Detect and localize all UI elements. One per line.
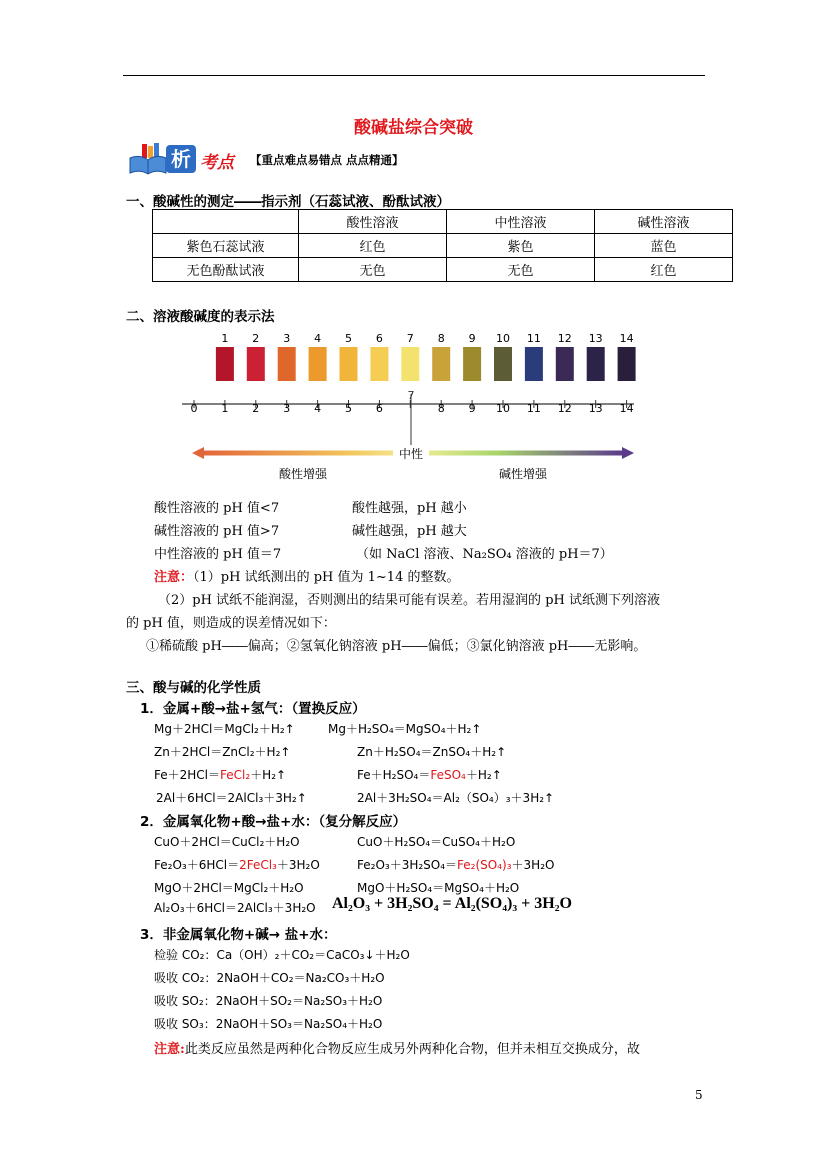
text-line: 中性溶液的 pH 值＝7	[154, 547, 282, 562]
note-text: 此类反应虽然是两种化合物反应生成另外两种化合物，但并未相互交换成分，故	[184, 1042, 640, 1057]
equation	[154, 766, 286, 783]
equation: CuO＋H₂SO₄＝CuSO₄＋H₂O	[357, 835, 516, 849]
ph-color-swatch	[618, 347, 636, 381]
ph-color-swatch	[432, 347, 450, 381]
ph-axis-number: 14	[619, 402, 634, 415]
subsection-heading: 2．金属氧化物+酸→盐+水：（复分解反应）	[140, 814, 407, 830]
ph-axis-number: 8	[437, 402, 445, 415]
subsection-heading: 1．金属+酸→盐+氢气：（置换反应）	[140, 701, 366, 717]
equation-highlight: FeSO₄	[430, 768, 466, 782]
equation-part: ＋H₂↑	[250, 768, 287, 782]
ph-color-swatch	[247, 347, 265, 381]
base-arrow-icon	[622, 447, 634, 459]
ph-top-number: 3	[283, 332, 291, 345]
equation: CuO＋2HCl＝CuCl₂＋H₂O	[154, 835, 300, 849]
ph-top-number: 14	[619, 332, 634, 345]
subsection-heading: 3．非金属氧化物+碱→ 盐+水：	[140, 927, 337, 943]
table-cell: 红色	[595, 258, 733, 282]
table-cell: 紫色石蕊试液	[153, 234, 299, 258]
ph-top-number: 13	[588, 332, 603, 345]
equation-part: Fe＋H₂SO₄＝	[357, 768, 431, 782]
note-label: 注意:	[154, 1042, 185, 1057]
banner-badge: 析	[166, 145, 196, 173]
page-title: 酸碱盐综合突破	[354, 118, 473, 138]
ph-color-swatch	[370, 347, 388, 381]
equation-part: Fe＋2HCl＝	[154, 768, 221, 782]
table-cell: 无色酚酞试液	[153, 258, 299, 282]
table-row	[153, 234, 733, 258]
ph-color-swatch	[494, 347, 512, 381]
table-cell: 红色	[299, 234, 447, 258]
ph-axis-number: 6	[375, 402, 383, 415]
ph-top-number: 1	[221, 332, 229, 345]
equation-part: ＋H₂↑	[465, 768, 502, 782]
equation	[154, 856, 320, 873]
text-line: 酸性溶液的 pH 值<7	[154, 501, 280, 516]
ph-top-number: 4	[314, 332, 322, 345]
equation: 2Al＋6HCl＝2AlCl₃＋3H₂↑	[156, 791, 307, 805]
acid-label: 酸性增强	[278, 467, 328, 481]
text-line: （如 NaCl 溶液、Na₂SO₄ 溶液的 pH＝7）	[356, 547, 613, 562]
equation-part: Fe₂O₃＋3H₂SO₄＝	[357, 858, 458, 872]
neutral-mark: 7	[407, 389, 415, 402]
ph-color-swatch	[309, 347, 327, 381]
table-cell: 无色	[299, 258, 447, 282]
ph-color-swatch	[216, 347, 234, 381]
ph-top-number: 8	[437, 332, 445, 345]
equation: 吸收 SO₂：2NaOH＋SO₂＝Na₂SO₃＋H₂O	[154, 994, 383, 1008]
equation-highlight: Fe₂(SO₄)₃	[457, 858, 512, 872]
header-rule	[123, 75, 705, 76]
ph-color-swatch	[587, 347, 605, 381]
equation-part: ＋3H₂O	[276, 858, 320, 872]
table-header-cell: 中性溶液	[447, 210, 595, 234]
equation-highlight: 2FeCl₃	[239, 858, 277, 872]
text-line: 碱性越强，pH 越大	[352, 524, 467, 539]
ph-color-swatch	[340, 347, 358, 381]
ph-scale-figure	[178, 328, 648, 488]
equation: Al₂O₃＋6HCl＝2AlCl₃＋3H₂O	[154, 901, 316, 915]
banner	[128, 142, 448, 176]
equation: 吸收 SO₃：2NaOH＋SO₃＝Na₂SO₄＋H₂O	[154, 1017, 383, 1031]
indicator-table	[152, 209, 733, 282]
note-label: 注意：	[154, 570, 194, 585]
equation	[357, 856, 554, 873]
equation-part: ＋3H₂O	[511, 858, 555, 872]
ph-axis-number: 10	[496, 402, 510, 415]
note-line	[154, 566, 459, 585]
page-number: 5	[695, 1088, 703, 1102]
equation: 吸收 CO₂：2NaOH＋CO₂＝Na₂CO₃＋H₂O	[154, 971, 385, 985]
section2-heading: 二、溶液酸碱度的表示法	[126, 309, 275, 325]
ph-top-number: 9	[468, 332, 476, 345]
note-text: （1）pH 试纸测出的 pH 值为 1~14 的整数。	[193, 570, 460, 585]
banner-bracket-text: 【重点难点易错点 点点精通】	[250, 153, 404, 167]
banner-badge-text: 考点	[200, 153, 234, 173]
equation: Zn＋H₂SO₄＝ZnSO₄＋H₂↑	[357, 745, 507, 759]
ph-color-swatch	[278, 347, 296, 381]
table-cell: 蓝色	[595, 234, 733, 258]
base-label: 碱性增强	[498, 467, 548, 481]
equation-large: Al₂O₃ + 3H₂SO₄ = Al₂(SO₄)₃ + 3H₂O	[332, 895, 572, 912]
equation-part: Fe₂O₃＋6HCl＝	[154, 858, 240, 872]
equation: 2Al＋3H₂SO₄＝Al₂（SO₄）₃＋3H₂↑	[357, 791, 555, 805]
equation: Mg＋2HCl＝MgCl₂＋H₂↑	[154, 722, 295, 736]
table-row	[153, 258, 733, 282]
ph-axis-number: 13	[588, 402, 603, 415]
ph-color-swatch	[463, 347, 481, 381]
ph-axis-number: 11	[526, 402, 541, 415]
equation: Zn＋2HCl＝ZnCl₂＋H₂↑	[154, 745, 291, 759]
ph-color-swatch	[525, 347, 543, 381]
equation: Mg＋H₂SO₄＝MgSO₄＋H₂↑	[328, 722, 482, 736]
ph-axis-number: 5	[345, 402, 352, 415]
book-icon	[128, 142, 168, 176]
ph-axis-number: 12	[557, 402, 572, 415]
ph-top-number: 6	[375, 332, 383, 345]
note-line	[154, 1038, 640, 1057]
table-cell: 紫色	[447, 234, 595, 258]
table-header-cell: 酸性溶液	[299, 210, 447, 234]
ph-axis-number: 3	[283, 402, 291, 415]
ph-axis-number: 9	[468, 402, 476, 415]
table-header-cell: 碱性溶液	[595, 210, 733, 234]
acid-arrow-icon	[192, 447, 204, 459]
equation: MgO＋H₂SO₄＝MgSO₄＋H₂O	[357, 881, 520, 895]
text-line: 碱性溶液的 pH 值>7	[154, 524, 280, 539]
text-line: 酸性越强，pH 越小	[352, 501, 467, 516]
ph-top-number: 7	[406, 332, 414, 345]
text-line: ①稀硫酸 pH――偏高；②氢氧化钠溶液 pH――偏低；③氯化钠溶液 pH――无影响。	[146, 639, 647, 654]
ph-top-number: 10	[496, 332, 510, 345]
ph-axis-number: 2	[252, 402, 260, 415]
table-header-row	[153, 210, 733, 234]
section1-heading: 一、酸碱性的测定――指示剂（石蕊试液、酚酞试液）	[126, 194, 450, 210]
table-header-cell	[153, 210, 299, 234]
section3-heading: 三、酸与碱的化学性质	[126, 680, 261, 696]
ph-axis-number: 4	[314, 402, 322, 415]
ph-top-number: 2	[252, 332, 260, 345]
table-cell: 无色	[447, 258, 595, 282]
ph-color-swatch	[556, 347, 574, 381]
equation-highlight: FeCl₂	[220, 768, 251, 782]
equation	[357, 766, 502, 783]
ph-axis-number: 0	[190, 402, 198, 415]
equation: 检验 CO₂：Ca（OH）₂＋CO₂＝CaCO₃↓＋H₂O	[154, 948, 410, 962]
ph-top-number: 11	[526, 332, 541, 345]
ph-color-swatch	[401, 347, 419, 381]
neutral-label: 中性	[398, 447, 424, 461]
text-line: （2）pH 试纸不能润湿，否则测出的结果可能有误差。若用湿润的 pH 试纸测下列溶液	[158, 593, 660, 608]
ph-axis-number: 1	[221, 402, 229, 415]
equation: MgO＋2HCl＝MgCl₂＋H₂O	[154, 881, 304, 895]
text-line: 的 pH 值，则造成的误差情况如下：	[126, 616, 336, 631]
ph-top-number: 12	[557, 332, 572, 345]
ph-top-number: 5	[345, 332, 352, 345]
